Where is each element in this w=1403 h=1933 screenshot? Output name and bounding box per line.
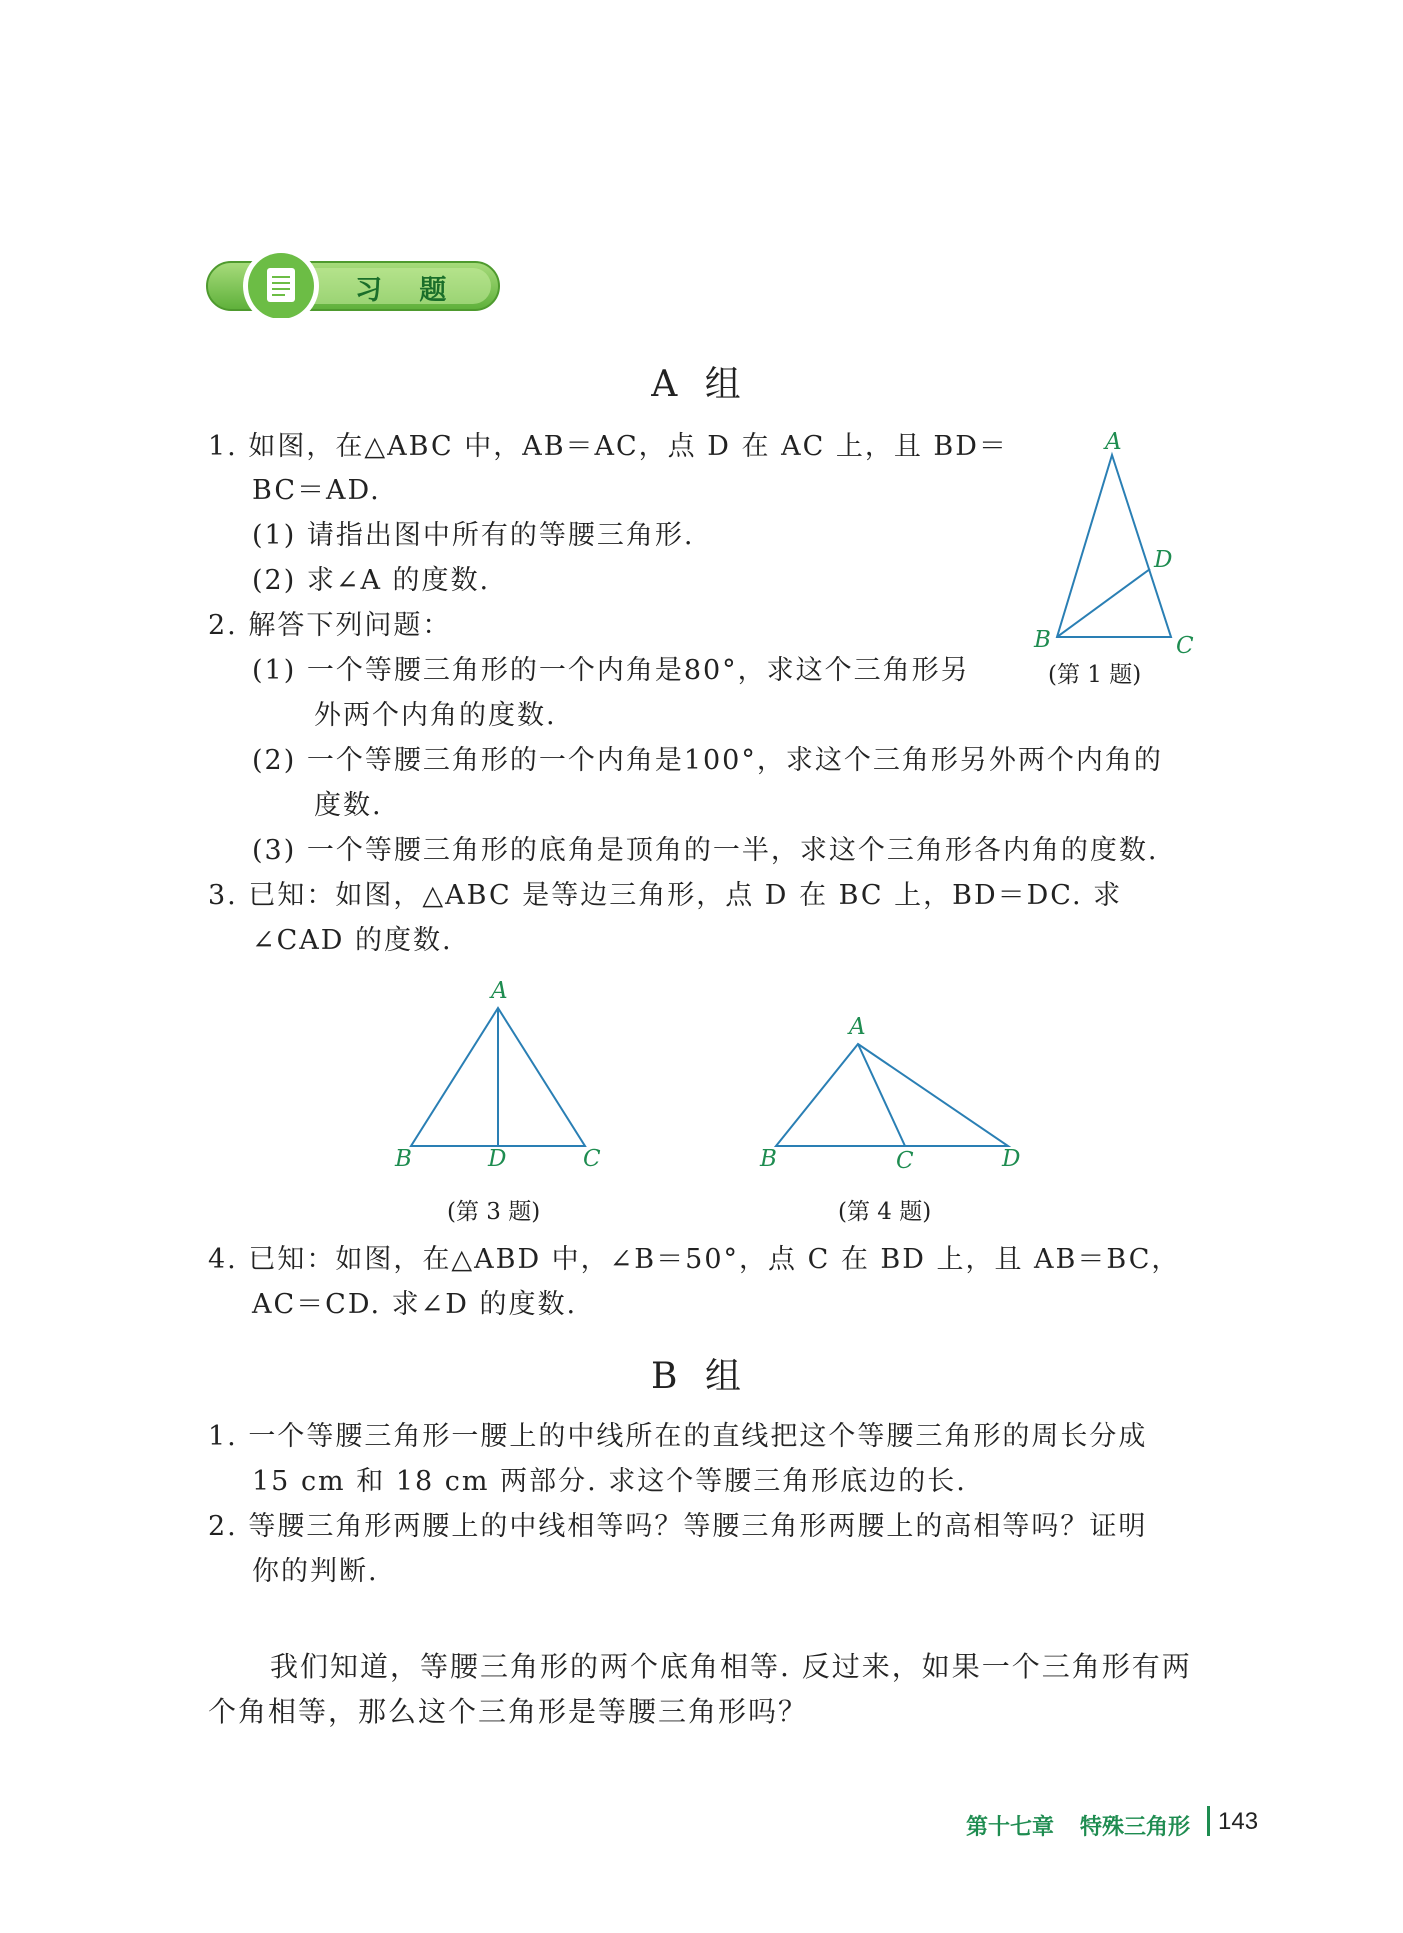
segment-bd [1057, 569, 1150, 637]
exercise-banner [205, 250, 505, 330]
label-a: A [1105, 429, 1122, 455]
q2-sub3: (3) 一个等腰三角形的底角是顶角的一半，求这个三角形各内角的度数. [252, 835, 1159, 866]
group-b-title: B 组 [651, 1356, 749, 1397]
triangle-abc [1057, 455, 1171, 637]
q2-sub1b: 外两个内角的度数. [314, 700, 557, 731]
figure-1 [1020, 425, 1200, 685]
figure-1-diagram [1020, 425, 1200, 685]
b-q1-line2: 15 cm 和 18 cm 两部分. 求这个等腰三角形底边的长. [252, 1466, 967, 1497]
label-c: C [1176, 633, 1194, 659]
q1-sub1: (1) 请指出图中所有的等腰三角形. [252, 520, 695, 551]
q2-sub1a: (1) 一个等腰三角形的一个内角是80°，求这个三角形另 [252, 655, 970, 686]
closing-line1: 我们知道，等腰三角形的两个底角相等. 反过来，如果一个三角形有两 [270, 1650, 1192, 1683]
q3-line1: 3. 已知：如图，△ABC 是等边三角形，点 D 在 BC 上，BD＝DC. 求 [208, 880, 1123, 911]
b-q2-line2: 你的判断. [252, 1556, 379, 1587]
label-c: C [896, 1148, 914, 1174]
b-q2-line1: 2. 等腰三角形两腰上的中线相等吗？等腰三角形两腰上的高相等吗？证明 [208, 1511, 1148, 1542]
q4-line2: AC＝CD. 求∠D 的度数. [252, 1289, 578, 1320]
triangle-abd [776, 1044, 1008, 1146]
figure-4-caption: (第 4 题) [838, 1199, 932, 1225]
q2-sub2b: 度数. [314, 790, 383, 821]
label-d: D [488, 1146, 507, 1172]
footer-title: 特殊三角形 [1080, 1815, 1191, 1840]
q4-line1: 4. 已知：如图，在△ABD 中，∠B＝50°，点 C 在 BD 上，且 AB＝BC， [208, 1244, 1181, 1275]
q1-sub2: (2) 求∠A 的度数. [252, 565, 491, 596]
label-b: B [1034, 627, 1051, 653]
q1-line2: BC＝AD. [252, 475, 381, 506]
figure-3 [385, 960, 625, 1180]
group-a-title: A 组 [651, 364, 749, 405]
figure-3-caption: (第 3 题) [447, 1199, 541, 1225]
notepad-icon [267, 268, 295, 302]
label-b: B [395, 1146, 412, 1172]
closing-line2: 个角相等，那么这个三角形是等腰三角形吗？ [208, 1695, 809, 1728]
label-c: C [583, 1146, 601, 1172]
label-b: B [760, 1146, 777, 1172]
q2-sub2a: (2) 一个等腰三角形的一个内角是100°，求这个三角形另外两个内角的 [252, 745, 1163, 776]
figure-3-diagram [385, 960, 625, 1180]
label-a: A [849, 1014, 866, 1040]
b-q1-line1: 1. 一个等腰三角形一腰上的中线所在的直线把这个等腰三角形的周长分成 [208, 1421, 1148, 1452]
page-number: 143 [1218, 1808, 1259, 1835]
q3-line2: ∠CAD 的度数. [252, 925, 453, 956]
banner-label: 习 题 [355, 275, 461, 306]
label-a: A [491, 978, 508, 1004]
q2-line1: 2. 解答下列问题： [208, 610, 452, 641]
footer-chapter: 第十七章 [966, 1815, 1055, 1840]
footer-divider [1207, 1806, 1210, 1836]
label-d: D [1002, 1146, 1021, 1172]
figure-1-caption: (第 1 题) [1048, 662, 1142, 688]
figure-4-diagram [750, 1010, 1040, 1180]
figure-4 [750, 1010, 1040, 1180]
q1-line1: 1. 如图，在△ABC 中，AB＝AC，点 D 在 AC 上，且 BD＝ [208, 431, 1008, 462]
label-d: D [1154, 547, 1173, 573]
